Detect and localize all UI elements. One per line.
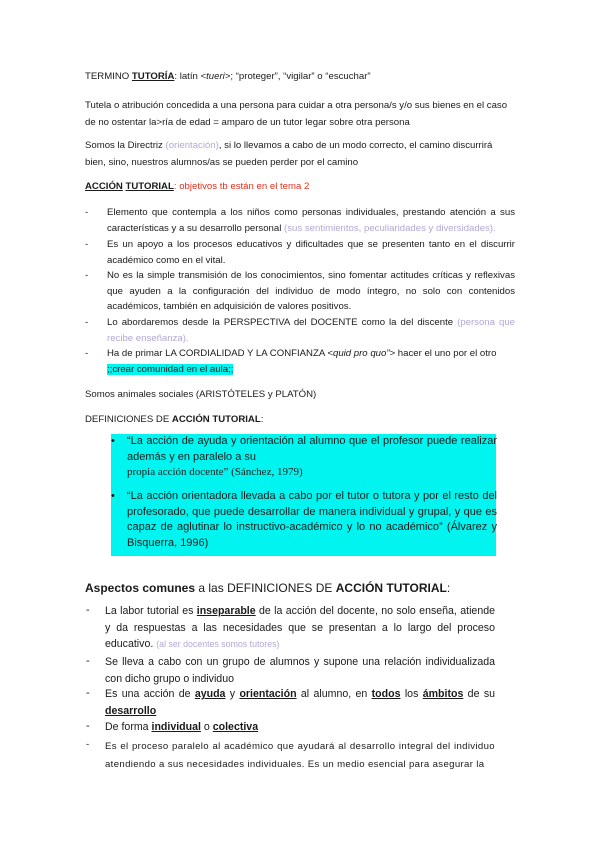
list-item (107, 346, 515, 377)
aspectos-heading (85, 580, 525, 597)
aspectos-heading-a: Aspectos comunes (85, 581, 196, 595)
animales-sociales: Somos animales sociales (ARISTÓTELES y PLATÓN) (85, 389, 317, 400)
bullet-icon: • (111, 435, 115, 447)
aspecto-text: de la acción del docente, no solo enseña, atiende y da respuestas a las necesidades que se presentan a lo largo del proceso educativo. (105, 605, 495, 650)
aspecto-item (105, 686, 495, 719)
definition-1-text: “La acción de ayuda y orientación al alumno que el profesor puede realizar además y en paralelo a su (127, 435, 497, 463)
heading-accion: ACCIÓN (85, 181, 123, 192)
aspecto-text: De forma (105, 721, 152, 733)
aspectos-heading-c: ACCIÓN TUTORIAL (335, 581, 447, 595)
aspecto-text: los (400, 688, 423, 700)
aspecto-keyword: inseparable (196, 605, 256, 617)
aspectos-heading-d: : (446, 581, 451, 595)
list-item-text: Elemento que contempla a los niños como personas individuales, prestando atención a sus características y a su desarrollo personal (107, 207, 515, 234)
title-line (85, 68, 515, 85)
list-item-latin: <quid pro quo”> (327, 348, 396, 359)
list-dash: - (86, 739, 90, 750)
list-item-note: (persona que recibe enseñanza). (107, 317, 515, 344)
list-dash: - (86, 687, 90, 699)
list-dash: - (85, 239, 89, 250)
directriz-text-a: Somos la Directriz (85, 140, 166, 151)
aspecto-text: de su (463, 688, 496, 700)
aspecto-text: y (225, 688, 240, 700)
aspecto-text: La labor tutorial es (105, 605, 197, 617)
list-dash: - (85, 207, 89, 218)
definition-2: “La acción orientadora llevada a cabo por el tutor o tutora y por el resto del profesorado, que puede desarrollar de manera individual y grupal, y que es capaz de aglutinar lo instructivo-académico y lo no académico” (Álvarez y Bisquerra, 1996) (127, 490, 497, 549)
directriz-note: (orientación) (165, 140, 219, 151)
aspecto-item: Es el proceso paralelo al académico que ayudará al desarrollo integral del individuo atendiendo a sus necesidades individuales. Es un medio esencial para asegurar la (105, 741, 495, 770)
directriz-text-c: , si lo llevamos a cabo de un modo correcto, el camino discurrirá bien, sino, nuestros alumnos/as se pueden perder por el camino (85, 140, 493, 168)
definiciones-heading (85, 411, 515, 428)
aspecto-keyword: orientación (239, 688, 297, 700)
list-dash: - (86, 604, 90, 616)
list-item-text: Ha de primar LA CORDIALIDAD Y LA CONFIANZA (107, 348, 328, 359)
title-latin: <tueri> (200, 71, 231, 82)
bullet-icon: • (111, 490, 115, 502)
list-item (107, 315, 515, 346)
aspecto-keyword: todos (371, 688, 401, 700)
definition-1-citation: propia acción docente” (Sánchez, 1979) (127, 466, 303, 479)
paragraph-tutela: Tutela o atribución concedida a una persona para cuidar a otra persona/s y/o sus bienes en el caso de no ostentar la>ría de edad = amparo de un tutor legar sobre otra persona (85, 100, 508, 128)
list-dash: - (86, 655, 90, 667)
paragraph-directriz (85, 137, 515, 171)
title-prefix: TERMINO (85, 71, 132, 82)
aspecto-item (105, 719, 495, 736)
title-mid: : latín (174, 71, 201, 82)
aspecto-keyword: desarrollo (105, 704, 157, 717)
defs-heading-b: ACCIÓN TUTORIAL (171, 414, 261, 425)
aspecto-note: (al ser docentes somos tutores) (156, 639, 280, 649)
heading-colon: : (173, 181, 180, 192)
list-dash: - (85, 317, 89, 328)
aspecto-keyword: individual (151, 721, 201, 733)
list-item: No es la simple transmisión de los conocimientos, sino fomentar actitudes críticas y reflexivas que ayuden a la configuración del individuo de modo íntegro, no solo con contenidos académicos, también en adquisición de valores positivos. (107, 270, 515, 312)
defs-heading-a: DEFINICIONES DE (85, 414, 172, 425)
aspecto-text: Es una acción de (105, 688, 195, 700)
title-meanings: ; “proteger”, “vigilar” o “escuchar” (230, 71, 371, 82)
title-term: TUTORÍA (131, 71, 175, 82)
list-item (107, 205, 515, 236)
aspecto-item (105, 603, 495, 653)
highlighted-phrase: ;;crear comunidad en el aula;; (107, 363, 234, 375)
defs-heading-c: : (260, 414, 264, 425)
aspecto-text: o (200, 721, 213, 733)
list-item: Es un apoyo a los procesos educativos y dificultades que se presenten tanto en el discurrir académico como en el vital. (107, 239, 515, 266)
accion-tutorial-heading (85, 178, 515, 195)
list-dash: - (86, 720, 90, 732)
aspecto-text: al alumno, en (296, 688, 372, 700)
aspecto-keyword: colectiva (212, 721, 259, 733)
list-item-text: Lo abordaremos desde la PERSPECTIVA del DOCENTE como la del discente (107, 317, 458, 328)
list-item-note: (sus sentimientos, peculiaridades y diversidades). (284, 222, 496, 234)
list-item-text-end: hacer el uno por el otro (395, 348, 497, 359)
aspecto-keyword: ámbitos (422, 688, 464, 700)
aspecto-item: Se lleva a cabo con un grupo de alumnos y supone una relación individualizada con dicho grupo o individuo (105, 656, 495, 685)
aspecto-keyword: ayuda (194, 688, 226, 700)
definition-1 (127, 434, 497, 481)
list-dash: - (85, 270, 89, 281)
heading-note: objetivos tb están en el tema 2 (179, 181, 310, 192)
aspectos-heading-b: a las DEFINICIONES DE (195, 581, 336, 595)
list-dash: - (85, 348, 89, 359)
heading-tutorial: TUTORIAL (125, 181, 174, 192)
